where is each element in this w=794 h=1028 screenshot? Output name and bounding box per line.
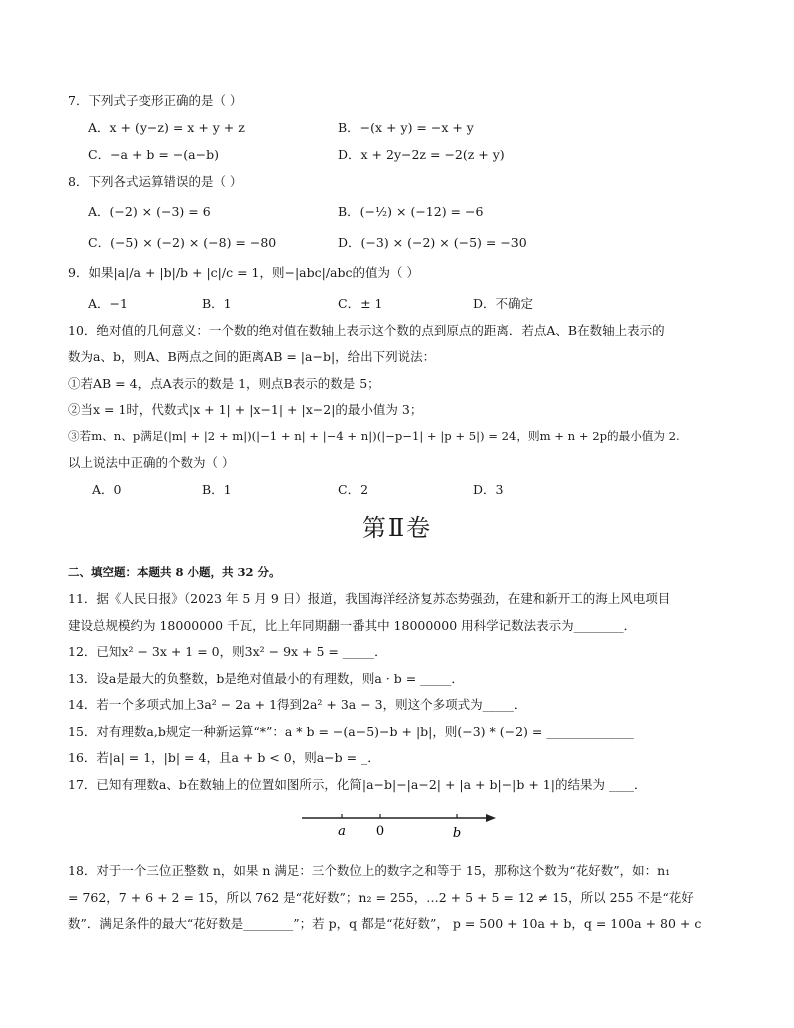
q18-line-2: = 762，7 + 6 + 2 = 15，所以 762 是“花好数”；n₂ = 255，…2 + 5 + 5 = 12 ≠ 15，所以 255 不是“花好	[68, 890, 694, 905]
q8-option-c: C．(−5) × (−2) × (−8) = −80	[88, 235, 277, 250]
q11-line-2: 建设总规模约为 18000000 千瓦，比上年同期翻一番其中 18000000 用科学记数法表示为________．	[68, 618, 637, 633]
q7-option-b: B．−(x + y) = −x + y	[338, 120, 474, 135]
q10-option-b: B．1	[202, 482, 232, 497]
q9-option-b: B．1	[202, 296, 232, 311]
q8-option-b: B．(−½) × (−12) = −6	[338, 204, 484, 219]
q10-option-c: C．2	[338, 482, 369, 497]
label-0: 0	[375, 824, 385, 839]
q10-line-6: 以上说法中正确的个数为（ ）	[68, 455, 235, 470]
q7-option-d: D．x + 2y−2z = −2(z + y)	[338, 147, 505, 162]
number-line-figure	[300, 806, 500, 846]
q9-option-d: D．不确定	[473, 296, 534, 311]
q9-stem: 9．如果|a|/a + |b|/b + |c|/c = 1，则−|abc|/abc的值为（ ）	[68, 265, 419, 280]
section-title: 第Ⅱ卷	[361, 514, 433, 542]
q10-line-1: 10．绝对值的几何意义：一个数的绝对值在数轴上表示这个数的点到原点的距离．若点A、B在数轴上表示的	[68, 323, 665, 338]
q10-option-a: A．0	[92, 482, 122, 497]
q8-stem: 8．下列各式运算错误的是（ ）	[68, 174, 243, 189]
q8-option-a: A．(−2) × (−3) = 6	[88, 204, 211, 219]
q10-line-4: ②当x = 1时，代数式|x + 1| + |x−1| + |x−2|的最小值为 3；	[68, 402, 423, 417]
q16: 16．若|a| = 1，|b| = 4，且a + b < 0，则a−b = _．	[68, 750, 380, 765]
q18-line-3: 数”．满足条件的最大“花好数是________”；若 p，q 都是“花好数”， p = 500 + 10a + b，q = 100a + 80 + c	[68, 916, 702, 931]
q7-stem: 7．下列式子变形正确的是（ ）	[68, 93, 243, 108]
fill-section-header: 二、填空题：本题共 8 小题，共 32 分。	[68, 565, 281, 579]
number-line-arrow	[486, 814, 496, 822]
label-a: a	[338, 824, 346, 839]
q13: 13．设a是最大的负整数，b是绝对值最小的有理数，则a · b = _____．	[68, 671, 464, 686]
q9-option-c: C．± 1	[338, 296, 383, 311]
q10-line-3: ①若AB = 4，点A表示的数是 1，则点B表示的数是 5；	[68, 376, 380, 391]
q17: 17．已知有理数a、b在数轴上的位置如图所示，化简|a−b|−|a−2| + |a + b|−|b + 1|的结果为 ____．	[68, 777, 647, 792]
q8-option-d: D．(−3) × (−2) × (−5) = −30	[338, 235, 527, 250]
q10-option-d: D．3	[473, 482, 504, 497]
q14: 14．若一个多项式加上3a² − 2a + 1得到2a² + 3a − 3，则这个多项式为_____．	[68, 697, 527, 712]
q10-line-2: 数为a、b，则A、B两点之间的距离AB = |a−b|，给出下列说法：	[68, 349, 436, 364]
q12: 12．已知x² − 3x + 1 = 0，则3x² − 9x + 5 = _____．	[68, 644, 387, 659]
q11-line-1: 11．据《人民日报》（2023 年 5 月 9 日）报道，我国海洋经济复苏态势强劲，在建和新开工的海上风电项目	[68, 591, 671, 606]
q7-option-a: A．x + (y−z) = x + y + z	[88, 120, 245, 135]
q15: 15．对有理数a,b规定一种新运算“*”：a * b = −(a−5)−b + |b|，则(−3) * (−2) = ______________	[68, 724, 634, 739]
q9-option-a: A．−1	[88, 296, 128, 311]
q7-option-c: C．−a + b = −(a−b)	[88, 147, 219, 162]
q18-line-1: 18．对于一个三位正整数 n，如果 n 满足：三个数位上的数字之和等于 15，那称这个数为“花好数”，如：n₁	[68, 863, 671, 878]
label-b: b	[452, 826, 462, 841]
q10-line-5: ③若m、n、p满足(|m| + |2 + m|)(|−1 + n| + |−4 + n|)(|−p−1| + |p + 5|) = 24，则m + n + 2p的最小值为 2.	[68, 429, 680, 443]
